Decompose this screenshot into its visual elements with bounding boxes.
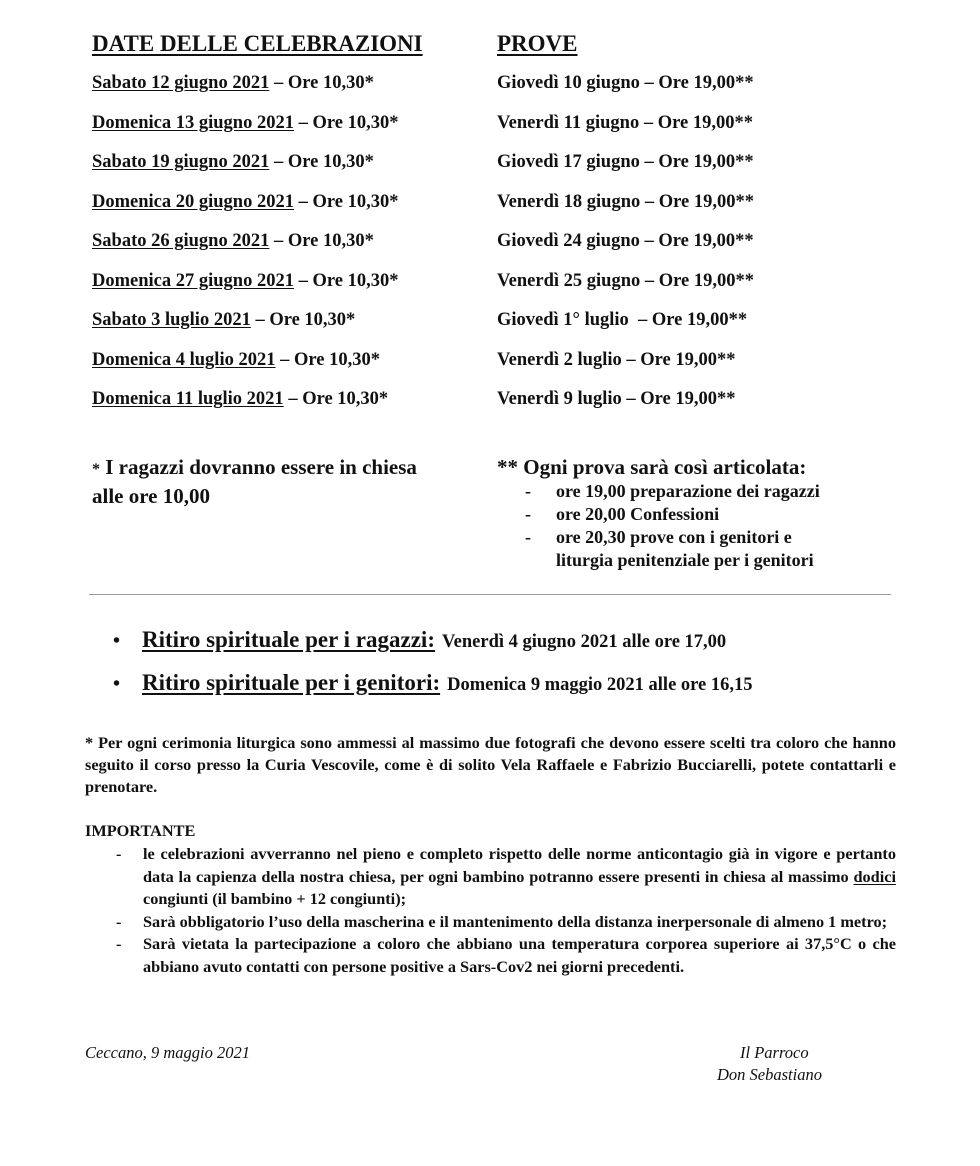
- retreat-label: Ritiro spirituale per i genitori:: [142, 670, 441, 695]
- schedule-item: [525, 526, 820, 549]
- rehearsal-row: Venerdì 11 giugno – Ore 19,00**: [497, 113, 753, 133]
- rehearsal-row: Giovedì 10 giugno – Ore 19,00**: [497, 73, 754, 93]
- retreat-detail: Venerdì 4 giugno 2021 alle ore 17,00: [441, 632, 727, 652]
- rehearsal-row: Venerdì 9 luglio – Ore 19,00**: [497, 389, 736, 409]
- celebration-time: – Ore 10,30*: [298, 271, 399, 291]
- celebration-row: [92, 310, 355, 331]
- important-list: [116, 843, 896, 978]
- retreat-detail: Domenica 9 maggio 2021 alle ore 16,15: [447, 675, 753, 695]
- celebration-time: – Ore 10,30*: [273, 231, 374, 251]
- celebration-row: [92, 231, 374, 252]
- celebration-date: Sabato 19 giugno 2021: [92, 152, 270, 172]
- celebration-date: Domenica 20 giugno 2021: [92, 192, 294, 212]
- important-item: [116, 911, 896, 934]
- important-title: IMPORTANTE: [85, 821, 196, 840]
- note-asterisk: *: [92, 461, 100, 478]
- celebration-row: [92, 192, 398, 213]
- retreat-label: Ritiro spirituale per i ragazzi:: [142, 627, 435, 652]
- schedule-text: ore 19,00 preparazione dei ragazzi: [556, 481, 820, 501]
- rehearsal-row: Venerdì 2 luglio – Ore 19,00**: [497, 350, 736, 370]
- schedule-text: liturgia penitenziale per i genitori: [556, 550, 814, 570]
- photographers-note: * Per ogni cerimonia liturgica sono ammessi al massimo due fotografi che devono essere scelti tra coloro che hanno seguito il corso presso la Curia Vescovile, come è di solito Vela Raffaele e Fabrizio Bucciarelli, potete contattarli e prenotare.: [85, 733, 896, 796]
- text-part: congiunti (il bambino + 12 congiunti);: [143, 889, 407, 908]
- signature-name: Don Sebastiano: [717, 1065, 822, 1084]
- dash: -: [525, 504, 531, 524]
- rehearsal-row: Giovedì 1° luglio – Ore 19,00**: [497, 310, 748, 330]
- important-item: [116, 843, 896, 911]
- celebration-row: [92, 73, 374, 94]
- note-line: I ragazzi dovranno essere in chiesa: [105, 455, 417, 479]
- rehearsal-row: Venerdì 25 giugno – Ore 19,00**: [497, 271, 754, 291]
- celebration-row: [92, 113, 398, 134]
- celebration-date: Domenica 13 giugno 2021: [92, 113, 294, 133]
- schedule-item: [525, 480, 820, 503]
- important-text: Sarà obbligatorio l’uso della mascherina e il mantenimento della distanza inerpersonale di almeno 1 metro;: [143, 911, 888, 931]
- celebration-time: – Ore 10,30*: [273, 152, 374, 172]
- signature-title: Il Parroco: [740, 1043, 809, 1062]
- bullet-icon: •: [113, 673, 121, 695]
- celebration-row: [92, 389, 388, 410]
- retreat-item: [113, 670, 753, 696]
- dash: -: [525, 527, 531, 547]
- rehearsal-schedule: [525, 480, 820, 572]
- celebrations-note: [92, 454, 417, 510]
- dash: -: [116, 934, 122, 953]
- celebration-date: Sabato 26 giugno 2021: [92, 231, 270, 251]
- celebration-date: Sabato 12 giugno 2021: [92, 73, 270, 93]
- schedule-item: [525, 503, 820, 526]
- celebration-time: – Ore 10,30*: [273, 73, 374, 93]
- place-date: Ceccano, 9 maggio 2021: [85, 1043, 250, 1062]
- rehearsal-row: Giovedì 17 giugno – Ore 19,00**: [497, 152, 754, 172]
- text-part: le celebrazioni avverranno nel pieno e completo rispetto delle norme anticontagio già in vigore e pertanto data la capienza della nostra chiesa, per ogni bambino potranno essere presenti in chiesa al massimo: [143, 844, 896, 886]
- celebration-date: Sabato 3 luglio 2021: [92, 310, 251, 330]
- dash: -: [116, 844, 122, 863]
- celebration-row: [92, 350, 380, 371]
- celebration-row: [92, 152, 374, 173]
- celebration-time: – Ore 10,30*: [298, 113, 399, 133]
- underlined-word: dodici: [853, 866, 896, 886]
- schedule-text: ore 20,00 Confessioni: [556, 504, 720, 524]
- celebration-date: Domenica 11 luglio 2021: [92, 389, 284, 409]
- important-text: Sarà vietata la partecipazione a coloro che abbiano una temperatura corporea superiore ai 37,5°C o che abbiano avuto contatti con persone positive a Sars-Cov2 nei giorni precedenti.: [143, 934, 896, 976]
- schedule-text: ore 20,30 prove con i genitori e: [556, 527, 792, 547]
- celebration-date: Domenica 27 giugno 2021: [92, 271, 294, 291]
- celebration-time: – Ore 10,30*: [288, 389, 389, 409]
- celebration-time: – Ore 10,30*: [280, 350, 380, 370]
- rehearsal-note-title: ** Ogni prova sarà così articolata:: [497, 455, 807, 479]
- celebration-row: [92, 271, 398, 292]
- section-divider: [89, 594, 891, 595]
- celebration-time: – Ore 10,30*: [255, 310, 356, 330]
- rehearsal-row: Giovedì 24 giugno – Ore 19,00**: [497, 231, 754, 251]
- note-line: alle ore 10,00: [92, 484, 211, 508]
- dash: -: [525, 481, 531, 501]
- schedule-item: [525, 549, 820, 572]
- rehearsal-row: Venerdì 18 giugno – Ore 19,00**: [497, 192, 754, 212]
- celebration-time: – Ore 10,30*: [298, 192, 399, 212]
- celebrations-heading: DATE DELLE CELEBRAZIONI: [92, 31, 423, 56]
- dash: -: [116, 911, 122, 931]
- celebration-date: Domenica 4 luglio 2021: [92, 350, 276, 370]
- important-item: [116, 933, 896, 978]
- rehearsals-heading: PROVE: [497, 31, 578, 56]
- bullet-icon: •: [113, 630, 121, 652]
- important-text: [143, 843, 896, 911]
- retreat-item: [113, 627, 726, 653]
